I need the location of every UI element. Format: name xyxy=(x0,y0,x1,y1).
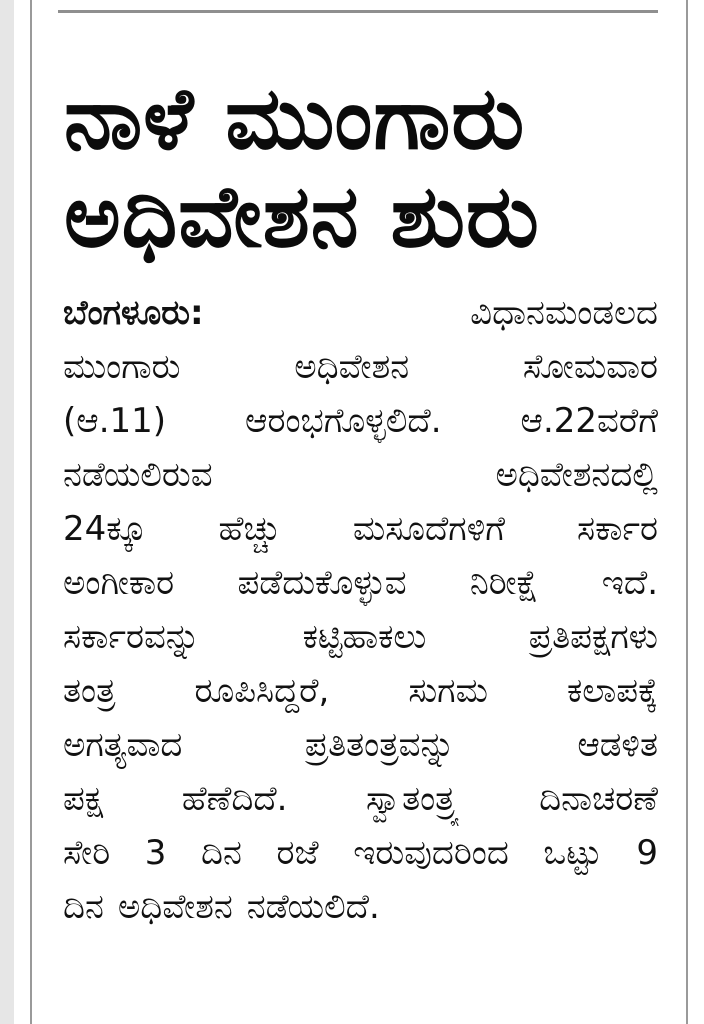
word: ಅಂಗೀಕಾರ xyxy=(63,563,175,603)
right-column-rule xyxy=(686,0,688,1024)
word: ಅಧಿವೇಶನ xyxy=(294,347,410,387)
headline xyxy=(64,70,664,266)
word: 3 xyxy=(144,833,167,873)
left-page-margin xyxy=(0,0,14,1024)
word: 24ಕ್ಕೂ xyxy=(63,509,147,549)
article-line xyxy=(63,340,658,394)
word: ಆಡಳಿತ xyxy=(577,725,658,765)
word: 9 xyxy=(636,833,658,873)
word: ಮಸೂದೆಗಳಿಗೆ xyxy=(352,509,505,549)
word: ಹೆಣೆದಿದೆ. xyxy=(181,779,288,819)
article-line xyxy=(63,286,658,340)
word: ನಿರೀಕ್ಷೆ xyxy=(469,563,539,603)
word: ಕಟ್ಟಿಹಾಕಲು xyxy=(302,617,427,657)
word: ಸರ್ಕಾರ xyxy=(577,509,658,549)
word: ಪ್ರತಿಪಕ್ಷಗಳು xyxy=(528,617,658,657)
word: ವಿಧಾನಮಂಡಲದ xyxy=(470,293,658,333)
word: ಇದೆ. xyxy=(601,563,658,603)
article-line xyxy=(63,394,658,448)
word: ದಿನ xyxy=(201,833,242,873)
word: ತಂತ್ರ xyxy=(63,671,116,711)
word: ನಡೆಯಲಿದೆ. xyxy=(246,887,380,927)
word: ಹೆಚ್ಚು xyxy=(218,509,281,549)
word: ದಿನಾಚರಣೆ xyxy=(539,779,658,819)
article-line xyxy=(63,664,658,718)
word: ಆ.22ವರೆಗೆ xyxy=(520,401,658,441)
left-column-rule xyxy=(30,0,32,1024)
article-line xyxy=(63,502,658,556)
word: ರಜೆ xyxy=(276,833,319,873)
article-line xyxy=(63,880,658,934)
word: ಪಡೆದುಕೊಳ್ಳುವ xyxy=(237,563,407,603)
word: ಆರಂಭಗೊಳ್ಳಲಿದೆ. xyxy=(245,401,442,441)
headline-line-2: ಅಧಿವೇಶನ ಶುರು xyxy=(64,167,540,267)
word: ಅಧಿವೇಶನದಲ್ಲಿ xyxy=(495,455,658,495)
top-rule xyxy=(58,10,658,13)
word: ಕಲಾಪಕ್ಕೆ xyxy=(566,671,658,711)
article-line xyxy=(63,826,658,880)
dateline: ಬೆಂಗಳೂರು: xyxy=(63,293,204,333)
word: ಇರುವುದರಿಂದ xyxy=(353,833,509,873)
word: ಅಧಿವೇಶನ xyxy=(117,887,233,927)
word: ರೂಪಿಸಿದ್ದರೆ, xyxy=(194,671,330,711)
article-line xyxy=(63,610,658,664)
article-body xyxy=(63,286,658,934)
word: ನಡೆಯಲಿರುವ xyxy=(63,455,213,495)
word: ಸುಗಮ xyxy=(408,671,488,711)
word: ಪ್ರತಿತಂತ್ರವನ್ನು xyxy=(304,725,455,765)
headline-line-1: ನಾಳೆ ಮುಂಗಾರು xyxy=(64,69,526,169)
word: ಸೇರಿ xyxy=(63,833,111,873)
word: ಸರ್ಕಾರವನ್ನು xyxy=(63,617,201,657)
word: ಪಕ್ಷ xyxy=(63,779,104,819)
article-line xyxy=(63,772,658,826)
article-line xyxy=(63,448,658,502)
article-line xyxy=(63,556,658,610)
word: ಅಗತ್ಯವಾದ xyxy=(63,725,183,765)
word: ಒಟ್ಟು xyxy=(543,833,602,873)
word: ದಿನ xyxy=(63,887,104,927)
word: ಮುಂಗಾರು xyxy=(63,347,181,387)
word: ಸೋಮವಾರ xyxy=(522,347,658,387)
article-line xyxy=(63,718,658,772)
word: (ಆ.11) xyxy=(63,401,167,441)
word: ಸ್ವಾತಂತ್ರ್ಯ xyxy=(365,779,461,819)
